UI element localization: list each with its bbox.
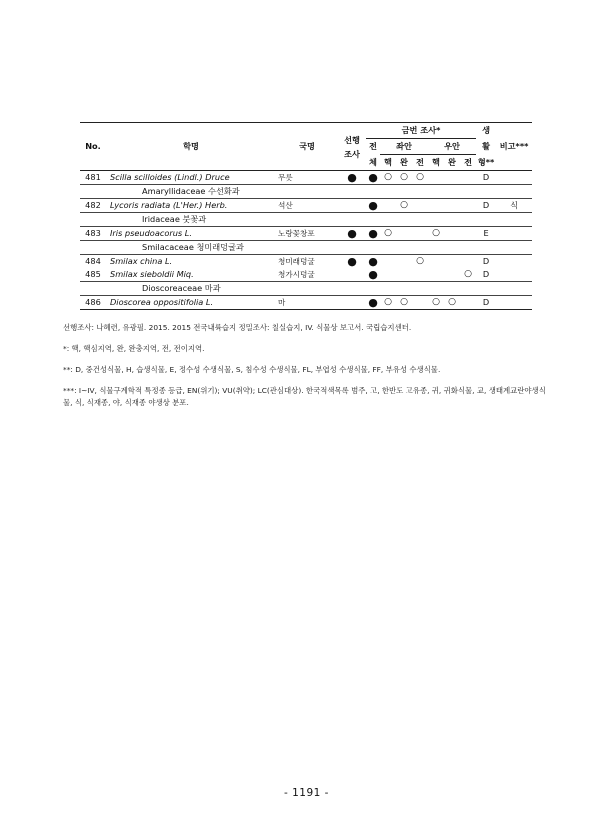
species-row xyxy=(80,199,532,213)
species-no: 486 xyxy=(80,296,106,310)
zone-mark xyxy=(396,227,412,241)
zone-mark: ○ xyxy=(396,199,412,213)
zone-mark: ○ xyxy=(400,172,408,182)
zone-mark xyxy=(380,268,396,282)
species-korean-name: 청미래덩굴 xyxy=(276,255,338,269)
zone-mark xyxy=(412,199,428,213)
header-right-bank: 우안 xyxy=(428,139,476,155)
species-korean-name: 무릇 xyxy=(278,173,293,182)
header-remarks: 비고*** xyxy=(496,123,532,171)
footnote-survey-zones: *: 핵, 핵심지역, 완, 완충지역, 전, 전이지역. xyxy=(63,344,205,353)
whole-mark: ● xyxy=(366,255,380,269)
species-row xyxy=(80,227,532,241)
zone-mark: ○ xyxy=(396,296,412,310)
species-scientific-name: Iris pseudoacorus L. xyxy=(106,227,276,241)
life-form: D xyxy=(476,296,496,310)
header-sub-col: 전 xyxy=(412,155,428,171)
table-header xyxy=(80,123,532,171)
remark xyxy=(496,296,532,310)
species-row xyxy=(80,296,532,310)
zone-mark xyxy=(460,296,476,310)
zone-mark xyxy=(396,268,412,282)
header-sub-col: 완 xyxy=(396,155,412,171)
table-body xyxy=(80,171,532,310)
family-label: Smilacaceae 청미래덩굴과 xyxy=(80,241,532,255)
header-no: No. xyxy=(80,123,106,171)
species-scientific-name: Smilax sieboldii Miq. xyxy=(110,269,194,279)
zone-mark: ○ xyxy=(428,227,444,241)
zone-mark xyxy=(444,199,460,213)
whole-mark: ● xyxy=(368,171,378,184)
zone-mark xyxy=(380,199,396,213)
prior-survey-mark xyxy=(338,199,366,213)
family-row xyxy=(80,213,532,227)
whole-mark: ● xyxy=(366,296,380,310)
species-korean-name: 청가시덩굴 xyxy=(278,270,315,279)
species-row xyxy=(80,268,532,282)
zone-mark xyxy=(460,227,476,241)
zone-mark xyxy=(396,255,412,269)
zone-mark xyxy=(428,255,444,269)
header-scientific-name: 학명 xyxy=(106,123,276,171)
zone-mark: ○ xyxy=(384,172,392,182)
species-korean-name: 노랑꽃창포 xyxy=(276,227,338,241)
species-scientific-name: Dioscorea oppositifolia L. xyxy=(106,296,276,310)
header-prior-survey: 선행 조사 xyxy=(338,123,366,171)
zone-mark xyxy=(444,227,460,241)
header-life-form-3: 형** xyxy=(476,155,496,171)
life-form: D xyxy=(476,255,496,269)
whole-mark: ● xyxy=(368,268,378,281)
zone-mark xyxy=(444,255,460,269)
header-life-form-2: 활 xyxy=(482,141,491,151)
species-korean-name: 석산 xyxy=(276,199,338,213)
header-whole-1: 전 xyxy=(369,141,377,152)
family-label: Amaryllidaceae 수선화과 xyxy=(80,185,532,199)
species-no: 483 xyxy=(80,227,106,241)
life-form: D xyxy=(482,172,490,182)
life-form: D xyxy=(482,269,490,279)
zone-mark: ○ xyxy=(416,172,424,182)
zone-mark xyxy=(428,199,444,213)
prior-survey-mark xyxy=(338,296,366,310)
header-current-survey: 금번 조사* xyxy=(366,123,476,139)
zone-mark: ○ xyxy=(380,296,396,310)
zone-mark xyxy=(460,171,476,185)
species-scientific-name: Scilla scilloides (Lindl.) Druce xyxy=(110,172,230,182)
remark xyxy=(496,268,532,282)
zone-mark xyxy=(412,268,428,282)
zone-mark xyxy=(444,268,460,282)
remark xyxy=(496,227,532,241)
page-number: - 1191 - xyxy=(284,787,329,799)
family-row xyxy=(80,282,532,296)
family-label: Dioscoreaceae 마과 xyxy=(80,282,532,296)
species-row xyxy=(80,171,532,185)
flora-table xyxy=(80,122,532,310)
prior-survey-mark xyxy=(338,268,366,282)
life-form: E xyxy=(476,227,496,241)
prior-survey-mark: ● xyxy=(338,227,366,241)
species-no: 485 xyxy=(85,269,101,279)
zone-mark xyxy=(412,296,428,310)
family-row xyxy=(80,185,532,199)
zone-mark xyxy=(428,268,444,282)
zone-mark xyxy=(380,255,396,269)
zone-mark: ○ xyxy=(380,227,396,241)
species-row xyxy=(80,255,532,269)
zone-mark: ○ xyxy=(412,255,428,269)
species-no: 481 xyxy=(85,172,101,182)
life-form: D xyxy=(476,199,496,213)
zone-mark: ○ xyxy=(444,296,460,310)
remark xyxy=(496,171,532,185)
zone-mark xyxy=(460,199,476,213)
header-left-bank: 좌안 xyxy=(380,139,428,155)
zone-mark xyxy=(428,171,444,185)
species-no: 482 xyxy=(80,199,106,213)
footnote-reference: 선행조사: 나혜련, 유광필. 2015. 2015 전국내륙습지 정밀조사: 칠실습지, IV. 식물상 보고서. 국립습지센터. xyxy=(63,323,412,332)
species-scientific-name: Lycoris radiata (L'Her.) Herb. xyxy=(106,199,276,213)
family-label: Iridaceae 붓꽃과 xyxy=(80,213,532,227)
zone-mark: ○ xyxy=(428,296,444,310)
footnote-life-forms: **: D, 중건성식물, H, 습생식물, E, 정수성 수생식물, S, 침수성 수생식물, FL, 부엽성 수생식물, FF, 부유성 수생식물. xyxy=(63,365,441,374)
header-whole-2: 체 xyxy=(366,155,380,171)
header-sub-col: 핵 xyxy=(428,155,444,171)
species-no: 484 xyxy=(80,255,106,269)
species-korean-name: 마 xyxy=(276,296,338,310)
header-sub-col: 완 xyxy=(444,155,460,171)
species-scientific-name: Smilax china L. xyxy=(106,255,276,269)
prior-survey-mark: ● xyxy=(338,255,366,269)
header-sub-col: 전 xyxy=(460,155,476,171)
family-row xyxy=(80,241,532,255)
header-sub-col: 핵 xyxy=(380,155,396,171)
zone-mark xyxy=(460,255,476,269)
prior-survey-mark: ● xyxy=(347,171,357,184)
zone-mark xyxy=(412,227,428,241)
footnote-remarks: ***: I~IV, 식물구계학적 특정종 등급, EN(위기); VU(취약); LC(관심대상). 한국적색목록 범주, 고, 한반도 고유종, 귀, 귀화식물, 교, 생태계교란야생식물, 식, 식재종, 야, 식재종 야생상 분포. xyxy=(63,386,546,407)
whole-mark: ● xyxy=(366,199,380,213)
footnotes xyxy=(63,322,553,418)
zone-mark xyxy=(444,171,460,185)
header-korean-name: 국명 xyxy=(276,123,338,171)
zone-mark: ○ xyxy=(464,269,472,279)
remark: 식 xyxy=(496,199,532,213)
remark xyxy=(496,255,532,269)
header-life-form-1: 생 xyxy=(476,123,496,139)
whole-mark: ● xyxy=(366,227,380,241)
